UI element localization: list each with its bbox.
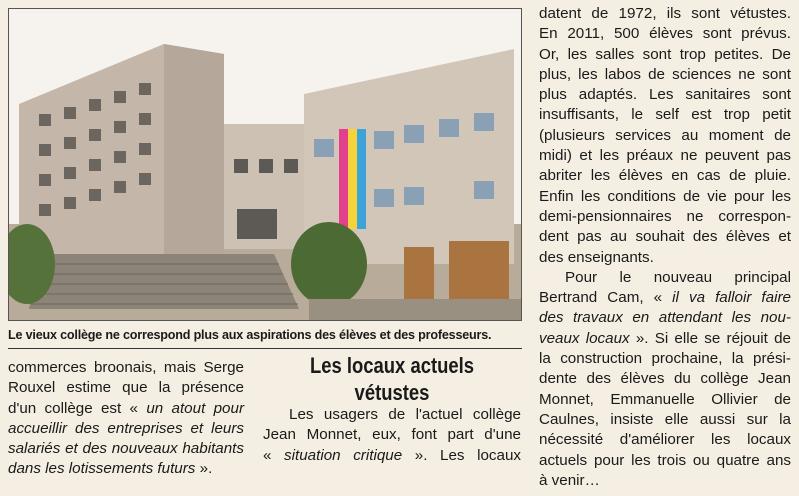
text-line: « situation critique ». Les locaux bbox=[263, 446, 522, 464]
text-line: nécessité d'améliorer les locaux bbox=[539, 431, 791, 449]
text-line: dans les lotissements futurs ». bbox=[8, 460, 213, 478]
text-line: des enseignants. bbox=[539, 248, 654, 266]
text-line: Enfin les conditions de vie pour les bbox=[539, 187, 791, 205]
text-line: plus, les labos de sciences ne sont bbox=[539, 65, 791, 83]
text-line: salariés et des nouveaux habitants bbox=[8, 440, 244, 458]
school-building-illustration bbox=[9, 9, 521, 320]
text-line: En 2011, 500 élèves sont prévus. bbox=[539, 25, 791, 43]
text-line: abriter les élèves en cas de pluie. bbox=[539, 167, 791, 185]
school-photo bbox=[8, 8, 522, 321]
photo-caption: Le vieux collège ne correspond plus aux aspirations des élèves et des professeurs. bbox=[8, 324, 522, 349]
text-line: d'un collège est « un atout pour bbox=[8, 399, 244, 417]
text-line: à venir… bbox=[539, 471, 600, 489]
text-line: dente des élèves du collège Jean bbox=[539, 370, 791, 388]
text-line: dent pas au souhait des élèves et bbox=[539, 228, 791, 246]
left-column bbox=[8, 358, 244, 480]
text-line: (plusieurs services au moment de bbox=[539, 126, 791, 144]
text-line: commerces broonais, mais Serge bbox=[8, 359, 244, 376]
text-line: Or, les salles sont trop petites. De bbox=[539, 45, 791, 63]
text-line: Caulnes, insiste elle aussi sur la bbox=[539, 410, 791, 428]
text-line: Pour le nouveau principal bbox=[565, 268, 791, 286]
text-line: Rouxel estime que la présence bbox=[8, 379, 244, 397]
text-line: des travaux en attendant les nou- bbox=[539, 309, 791, 327]
text-line: Jean Monnet, eux, font part d'une bbox=[263, 426, 521, 444]
text-line: Bertrand Cam, « il va falloir faire bbox=[539, 289, 791, 307]
headline-line-1: Les locaux actuels bbox=[309, 353, 475, 378]
text-line: accueillir des entreprises et leurs bbox=[8, 419, 244, 437]
text-line: veaux locaux ». Si elle se réjouit de bbox=[539, 329, 791, 347]
middle-column bbox=[263, 405, 521, 466]
text-line: actuels pour les trois ou quatre ans bbox=[539, 451, 791, 469]
right-column bbox=[539, 4, 791, 491]
article-headline bbox=[286, 352, 498, 406]
headline-line-2: vétustes bbox=[354, 380, 430, 405]
text-line: Les usagers de l'actuel collège bbox=[289, 406, 521, 423]
text-line: Monnet, Emmanuelle Ollivier de bbox=[539, 390, 791, 408]
text-line: midi) et les préaux ne peuvent pas bbox=[539, 147, 791, 165]
text-line: plus adaptés. Les sanitaires sont bbox=[539, 86, 791, 104]
text-line: insuffisants, le self est trop petit bbox=[539, 106, 791, 124]
text-line: la construction prochaine, la prési- bbox=[539, 350, 791, 368]
text-line: datent de 1972, ils sont vétustes. bbox=[539, 5, 791, 22]
text-line: demi-pensionnaires ne correspon- bbox=[539, 207, 791, 225]
